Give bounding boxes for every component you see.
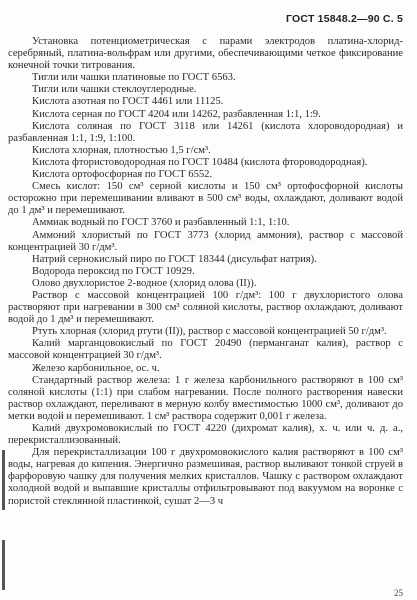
paragraph-15: Олово двухлористое 2-водное (хлорид олова (II)). bbox=[32, 277, 257, 289]
paragraph-20: Стандартный раствор железа: 1 г железа карбонильного растворяют в 100 см³ соляной кислоты (1:1) при слабом нагревании. После полного растворения навески раствор охлаждают, переливают в мерную колбу вместимостью 1000 см³, доливают до метки водой и перемешивают. 1 см³ раствора содержит 0,001 г железа. bbox=[8, 374, 403, 422]
paragraph-11: Аммиак водный по ГОСТ 3760 и разбавленный 1:1, 1:10. bbox=[32, 217, 290, 229]
paragraph-13: Натрий сернокислый пиро по ГОСТ 18344 (дисульфат натрия). bbox=[32, 253, 317, 265]
paragraph-14: Водорода пероксид по ГОСТ 10929. bbox=[32, 265, 195, 277]
body-text bbox=[8, 36, 403, 508]
paragraph-17: Ртуть хлорная (хлорид ртути (II)), раствор с массовой концентрацией 50 г/дм³. bbox=[32, 326, 387, 338]
paragraph-4: Кислота азотная по ГОСТ 4461 или 11125. bbox=[32, 96, 224, 108]
paragraph-16: Раствор с массовой концентрацией 100 г/дм³: 100 г двухлористого олова растворяют при нагревании в 300 см³ соляной кислоты, раствор охлаждают, доливают водой до 1 дм³ и перемешивают. bbox=[8, 289, 403, 326]
paragraph-12: Аммоний хлористый по ГОСТ 3773 (хлорид аммония), раствор с массовой концентрацией 30 г/дм³. bbox=[8, 229, 403, 253]
paragraph-18: Калий марганцовокислый по ГОСТ 20490 (перманганат калия), раствор с массовой концентрацией 30 г/дм³. bbox=[8, 338, 403, 362]
paragraph-3: Тигли или чашки стеклоуглеродные. bbox=[32, 84, 197, 96]
paragraph-8: Кислота фтористоводородная по ГОСТ 10484 (кислота фтороводородная). bbox=[32, 156, 368, 168]
paragraph-19: Железо карбонильное, ос. ч. bbox=[32, 362, 160, 374]
paragraph-2: Тигли или чашки платиновые по ГОСТ 6563. bbox=[32, 72, 236, 84]
paragraph-5: Кислота серная по ГОСТ 4204 или 14262, разбавленная 1:1, 1:9. bbox=[32, 108, 321, 120]
paragraph-21: Калий двухромовокислый по ГОСТ 4220 (дихромат калия), х. ч. или ч. д. а., перекристаллизованный. bbox=[8, 423, 403, 447]
paragraph-1: Установка потенциометрическая с парами электродов платина-хлорид-серебряный, платина-вольфрам или другими, обеспечивающими четкое фиксирование конечной точки титрования. bbox=[8, 36, 403, 72]
paragraph-6: Кислота соляная по ГОСТ 3118 или 14261 (кислота хлороводородная) и разбавленная 1:1, 1:9, 1:100. bbox=[8, 120, 403, 144]
paragraph-9: Кислота ортофосфорная по ГОСТ 6552. bbox=[32, 169, 213, 181]
paragraph-7: Кислота хлорная, плотностью 1,5 г/см³. bbox=[32, 144, 211, 156]
page-corner-number: 25 bbox=[394, 588, 403, 598]
page-header: ГОСТ 15848.2—90 С. 5 bbox=[286, 13, 403, 25]
paragraph-10: Смесь кислот: 150 см³ серной кислоты и 150 см³ ортофосфорной кислоты осторожно при перемешивании вливают в 500 см³ воды, охлаждают, доливают водой до 1 дм³ и перемешивают. bbox=[8, 181, 403, 217]
margin-scan-mark bbox=[2, 450, 5, 510]
margin-scan-mark bbox=[2, 540, 5, 590]
paragraph-22: Для перекристаллизации 100 г двухромовокислого калия растворяют в 100 см³ воды, нагревая до кипения. Энергично размешивая, раствор выливают тонкой струей в фарфоровую чашку для получения мелких кристаллов. Чашку с раствором охлаждают холодной водой и выпавшие кристаллы отфильтровывают под вакуумом на воронке с пористой стеклянной пластинкой, сушат 2—3 ч bbox=[8, 447, 403, 507]
